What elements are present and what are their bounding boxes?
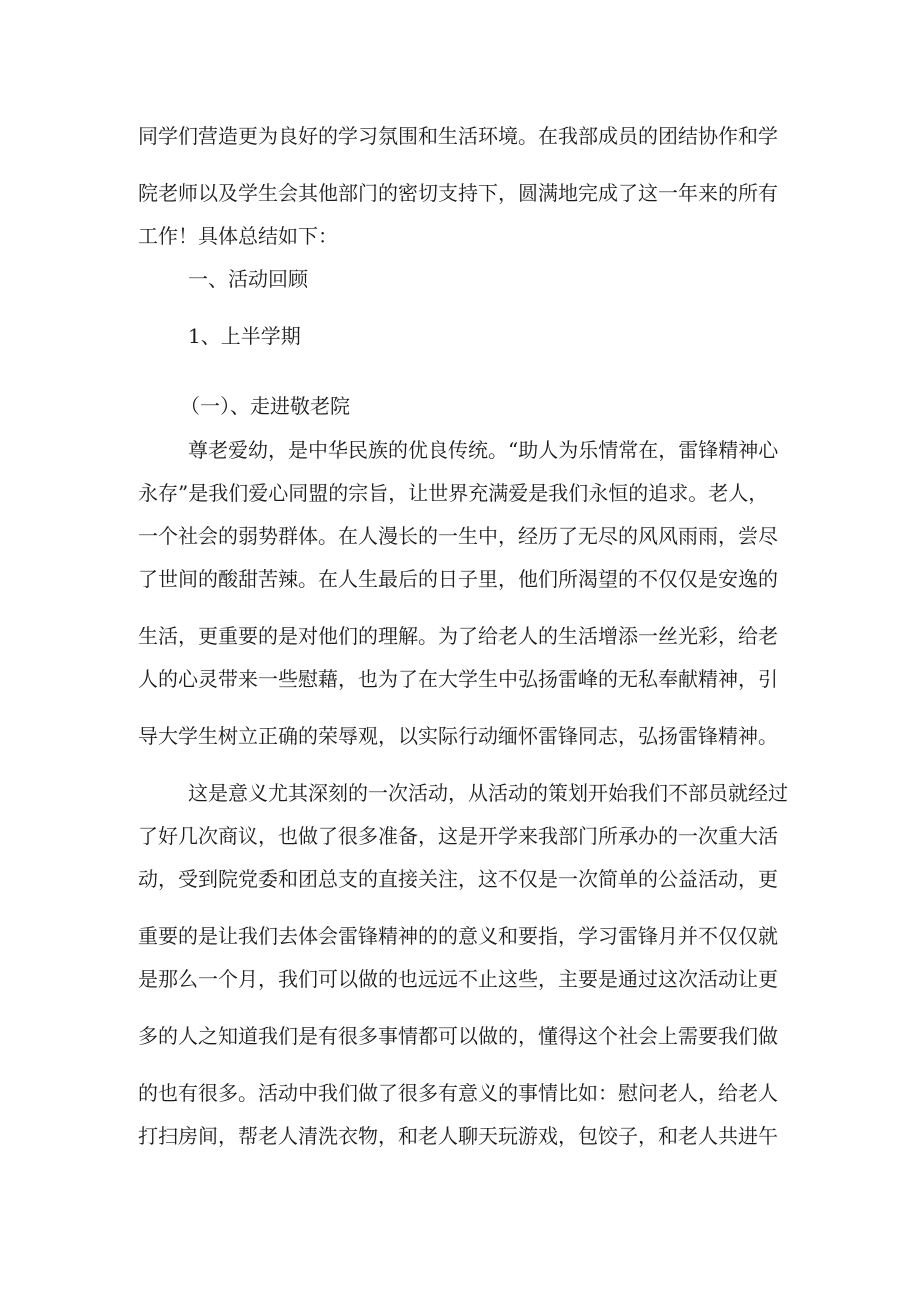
paragraph-line: 导大学生树立正确的荣辱观，以实际行动缅怀雷锋同志，弘扬雷锋精神。 <box>138 724 778 748</box>
paragraph-line: 重要的是让我们去体会雷锋精神的的意义和要指，学习雷锋月并不仅仅就 <box>138 924 778 948</box>
paragraph-line: 动，受到院党委和团总支的直接关注，这不仅是一次简单的公益活动，更 <box>138 867 778 891</box>
paragraph-line: 人的心灵带来一些慰藉，也为了在大学生中弘扬雷峰的无私奉献精神，引 <box>138 667 778 691</box>
paragraph-line: 的也有很多。活动中我们做了很多有意义的事情比如：慰问老人，给老人 <box>138 1081 778 1105</box>
subsection-heading: 1、上半学期 <box>188 324 301 348</box>
paragraph-line: 打扫房间，帮老人清洗衣物，和老人聊天玩游戏，包饺子，和老人共进午 <box>138 1124 778 1148</box>
text-line: 同学们营造更为良好的学习氛围和生活环境。在我部成员的团结协作和学 <box>138 124 778 148</box>
paragraph-line: 生活，更重要的是对他们的理解。为了给老人的生活增添一丝光彩，给老 <box>138 624 778 648</box>
paragraph-line: 这是意义尤其深刻的一次活动，从活动的策划开始我们不部员就经过 <box>188 781 788 805</box>
paragraph-line: 永存”是我们爱心同盟的宗旨，让世界充满爱是我们永恒的追求。老人， <box>138 481 769 505</box>
paragraph-line: 尊老爱幼，是中华民族的优良传统。“助人为乐情常在，雷锋精神心 <box>188 438 779 462</box>
paragraph-line: 是那么一个月，我们可以做的也远远不止这些，主要是通过这次活动让更 <box>138 967 778 991</box>
text-line: 院老师以及学生会其他部门的密切支持下，圆满地完成了这一年来的所有 <box>138 181 778 205</box>
section-heading: 一、活动回顾 <box>188 267 308 291</box>
paragraph-line: 一个社会的弱势群体。在人漫长的一生中，经历了无尽的风风雨雨，尝尽 <box>138 524 778 548</box>
item-heading: （一）、走进敬老院 <box>180 394 350 418</box>
paragraph-line: 多的人之知道我们是有很多事情都可以做的，懂得这个社会上需要我们做 <box>138 1024 778 1048</box>
paragraph-line: 了好几次商议，也做了很多准备，这是开学来我部门所承办的一次重大活 <box>138 824 778 848</box>
paragraph-line: 了世间的酸甜苦辣。在人生最后的日子里，他们所渴望的不仅仅是安逸的 <box>138 567 778 591</box>
text-line: 工作！具体总结如下： <box>138 224 338 248</box>
